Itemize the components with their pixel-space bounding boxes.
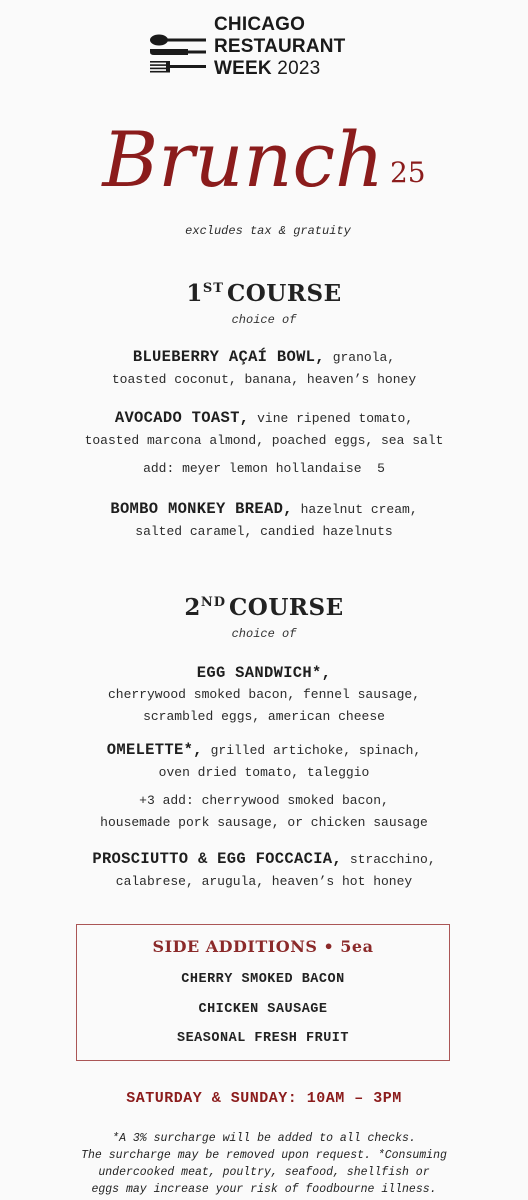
service-hours: SATURDAY & SUNDAY: 10AM – 3PM (126, 1090, 402, 1107)
side-additions-heading: SIDE ADDITIONS • 5ea (152, 937, 374, 956)
course-2-heading (0, 594, 528, 621)
logo-line-1: CHICAGO (214, 14, 306, 35)
item-name: AVOCADO TOAST, (114, 409, 250, 427)
course-1-label: COURSE (226, 280, 342, 307)
logo-week: WEEK (214, 58, 272, 79)
item-desc: grilled artichoke, spinach, (210, 743, 422, 758)
course-2-ordinal: 2 (184, 594, 201, 621)
addon-meats (0, 790, 528, 834)
side-item: SEASONAL FRESH FRUIT (176, 1031, 350, 1046)
course-1-choice: choice of (231, 313, 297, 327)
item-name: BOMBO MONKEY BREAD, (110, 500, 293, 518)
item-desc: calabrese, arugula, heaven’s hot honey (115, 874, 413, 889)
item-desc: salted caramel, candied hazelnuts (135, 524, 393, 539)
item-desc: granola, (332, 350, 396, 365)
item-desc: scrambled eggs, american cheese (143, 709, 385, 724)
item-desc: vine ripened tomato, (257, 411, 414, 426)
logo-text (214, 14, 345, 80)
item-desc: oven dried tomato, taleggio (158, 765, 370, 780)
course-2-label: COURSE (229, 594, 344, 621)
addon-line: housemade pork sausage, or chicken sausage (100, 815, 428, 830)
item-name: EGG SANDWICH*, (196, 664, 332, 682)
disclaimer-line: eggs may increase your risk of foodbourne illness. (91, 1183, 437, 1196)
item-desc: stracchino, (349, 852, 436, 867)
addon-hollandaise: add: meyer lemon hollandaise 5 (143, 461, 385, 476)
item-name: PROSCIUTTO & EGG FOCCACIA, (92, 850, 342, 868)
item-name: BLUEBERRY AÇAÍ BOWL, (132, 348, 325, 366)
fork-knife-spoon-icon (148, 26, 206, 78)
title-price: 25 (389, 156, 426, 189)
excludes-note: excludes tax & gratuity (185, 224, 351, 238)
course-2-suffix: ND (200, 595, 226, 610)
menu-item (0, 848, 528, 893)
chicago-restaurant-week-logo (148, 14, 398, 84)
menu-item (0, 346, 528, 391)
menu-title (0, 112, 528, 208)
course-1-heading (0, 280, 528, 307)
disclaimer-line: The surcharge may be removed upon request. *Consuming (81, 1149, 447, 1162)
side-item: CHERRY SMOKED BACON (181, 972, 345, 987)
disclaimer (0, 1130, 528, 1198)
item-desc: toasted coconut, banana, heaven’s honey (111, 372, 417, 387)
course-2-choice: choice of (231, 627, 297, 641)
course-1-ordinal: 1 (186, 280, 203, 307)
menu-item (0, 739, 528, 784)
course-1-suffix: ST (202, 281, 224, 296)
disclaimer-line: *A 3% surcharge will be added to all checks. (112, 1132, 416, 1145)
disclaimer-line: undercooked meat, poultry, seafood, shellfish or (98, 1166, 430, 1179)
side-additions-box (76, 924, 450, 1061)
addon-line: +3 add: cherrywood smoked bacon, (139, 793, 389, 808)
logo-year: 2023 (277, 58, 321, 79)
logo-line-2: RESTAURANT (214, 36, 346, 57)
menu-item (0, 662, 528, 728)
item-desc: toasted marcona almond, poached eggs, sea salt (84, 433, 444, 448)
menu-item (0, 407, 528, 452)
item-desc: hazelnut cream, (300, 502, 418, 517)
item-desc: cherrywood smoked bacon, fennel sausage, (107, 687, 421, 702)
logo-line-3 (214, 58, 345, 80)
title-word: Brunch (102, 115, 384, 204)
menu-item (0, 498, 528, 543)
side-item: CHICKEN SAUSAGE (198, 1002, 328, 1017)
item-name: OMELETTE*, (106, 741, 203, 759)
